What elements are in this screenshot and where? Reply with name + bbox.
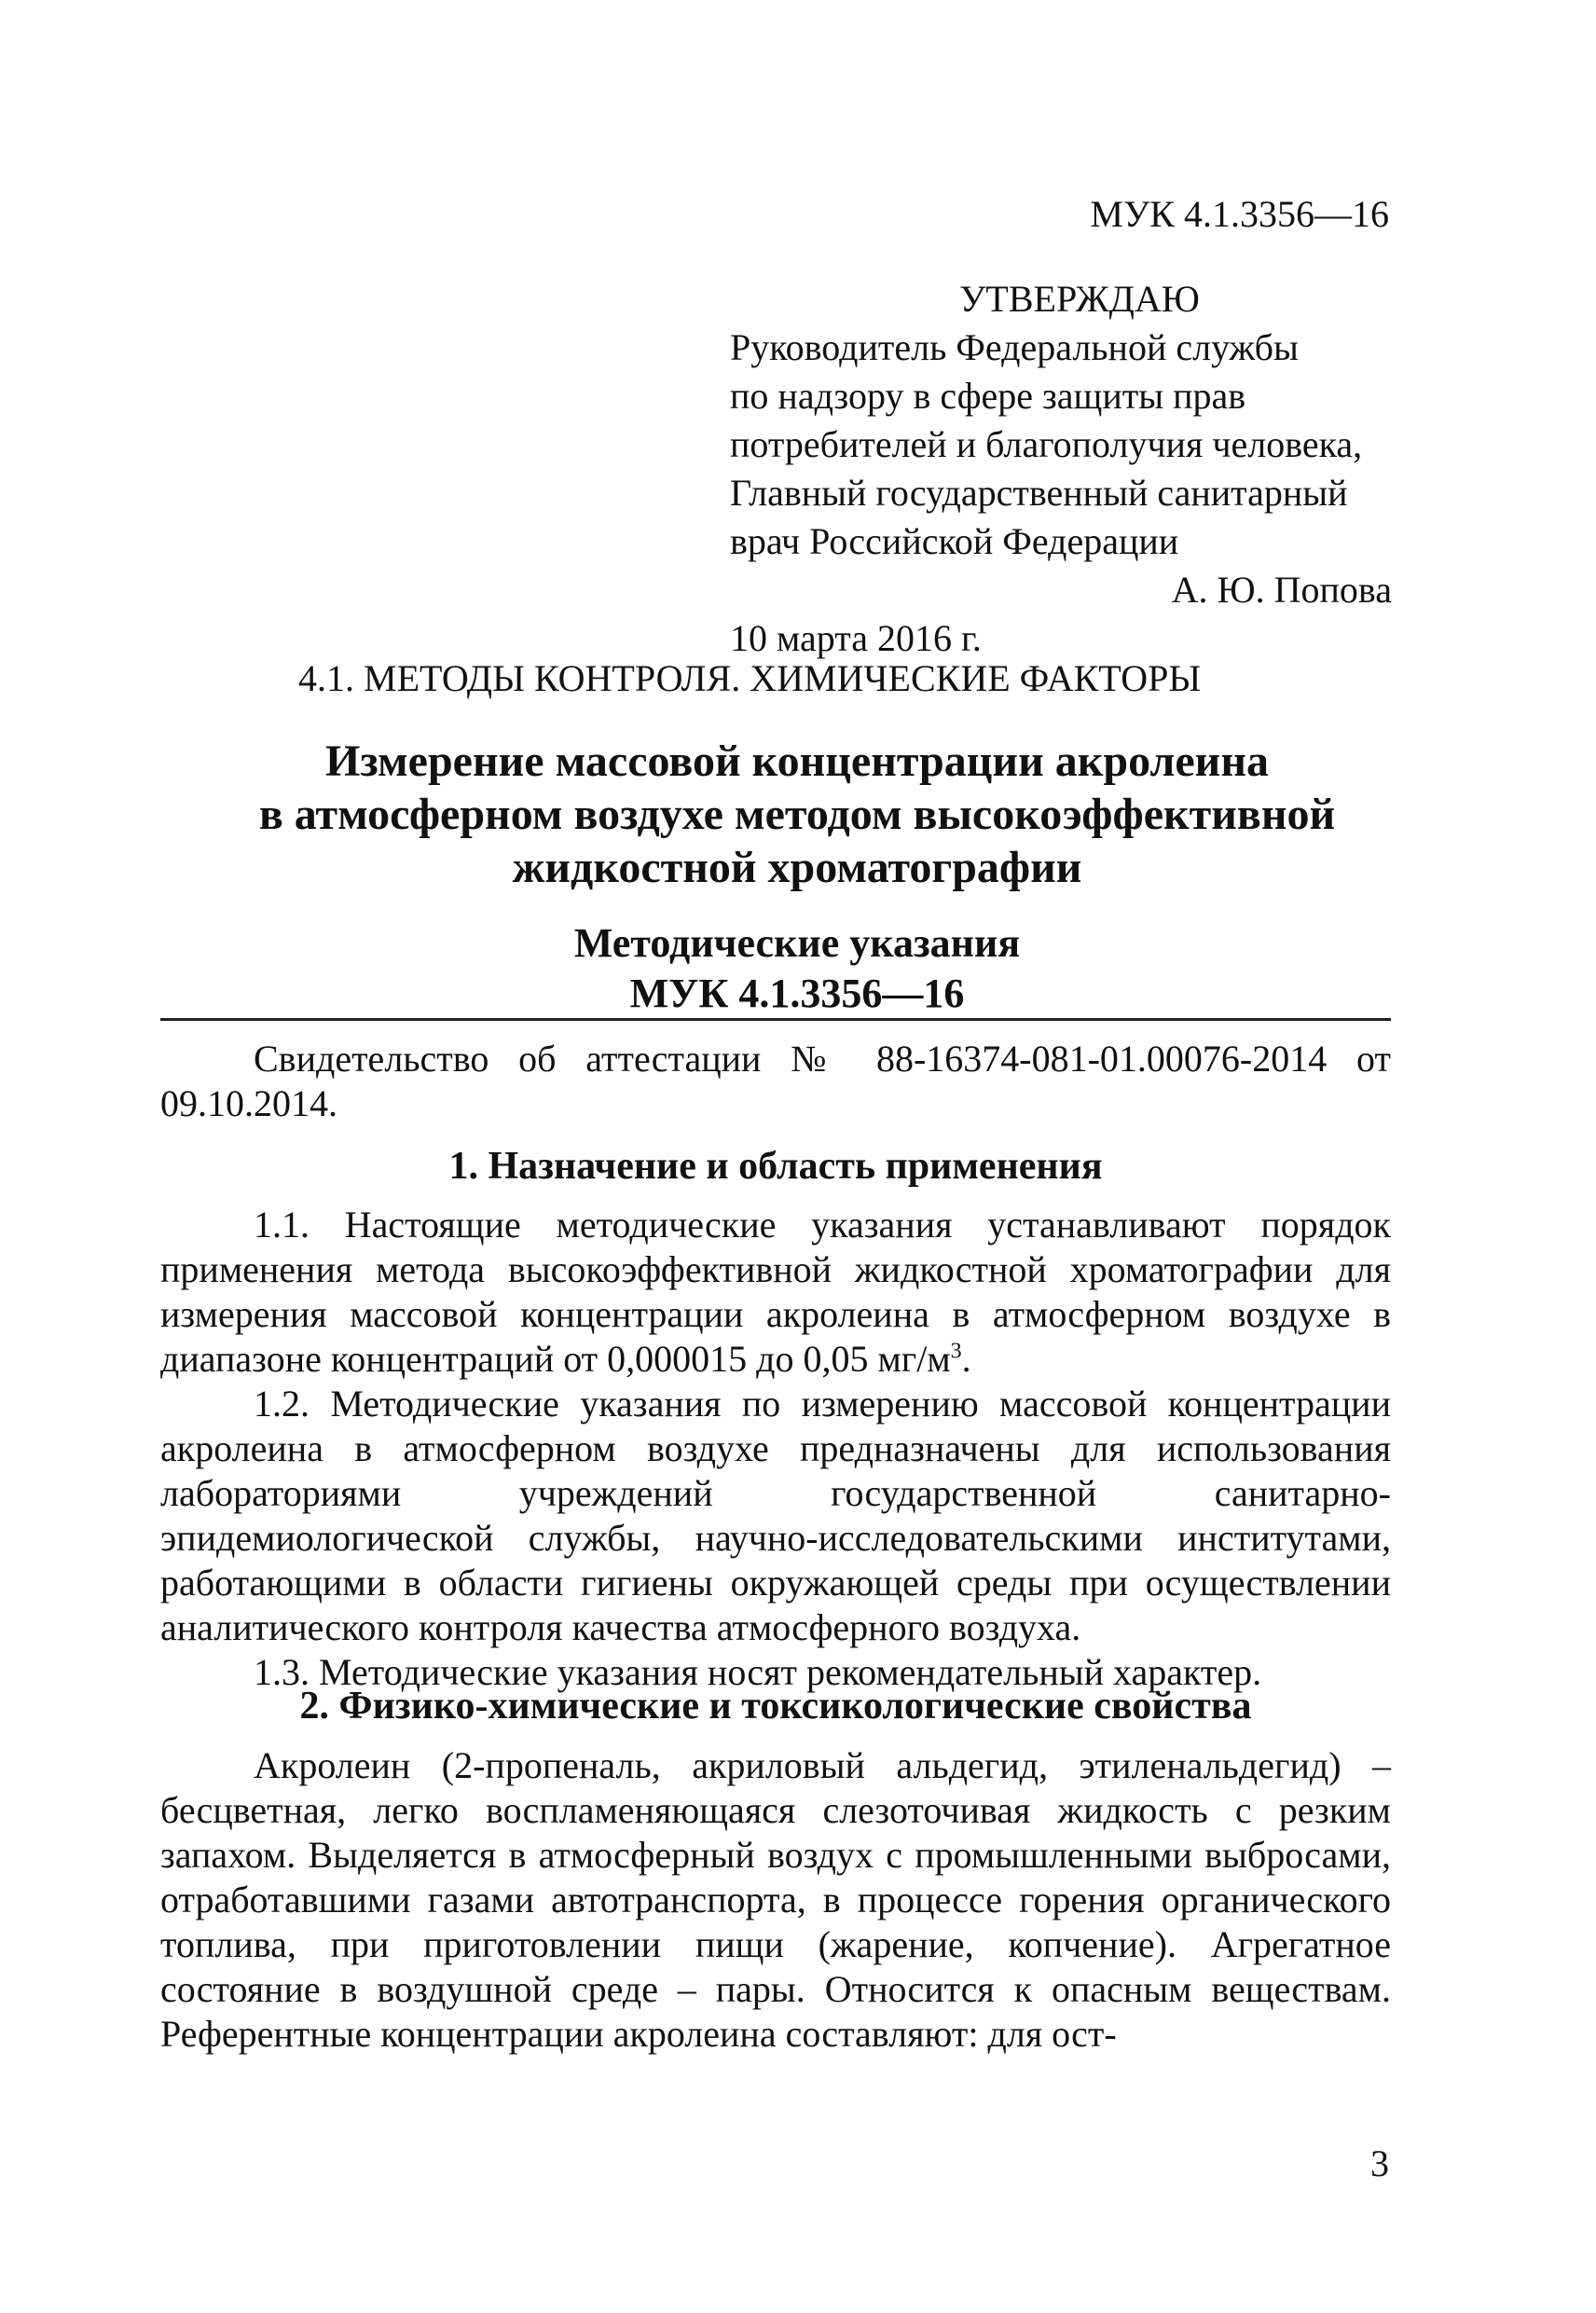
superscript: 3 xyxy=(950,1339,962,1364)
paragraph-1-1-end: . xyxy=(961,1338,971,1380)
approval-line: врач Российской Федерации xyxy=(730,520,1179,562)
certificate-text: Свидетельство об аттестации № 88-16374-081-01.00076-2014 от 09.10.2014. xyxy=(160,1038,1391,1124)
approval-line: Руководитель Федеральной службы xyxy=(730,326,1299,368)
document-kind-code: МУК 4.1.3356—16 xyxy=(629,971,965,1016)
section-code: 4.1. МЕТОДЫ КОНТРОЛЯ. ХИМИЧЕСКИЕ ФАКТОРЫ xyxy=(298,657,1202,699)
paragraph-1-2: 1.2. Методические указания по измерению массовой концентрации акролеина в атмосферном воздухе предназначены для использования лабораториями учреждений государственной санитарно-эпидемиологической службы, научно-исследовательскими институтами, работающими в области гигиены окружающей среды при осуществлении аналитического контроля качества атмосферного воздуха. xyxy=(160,1383,1391,1648)
section-2-heading: 2. Физико-химические и токсикологические свойства xyxy=(299,1685,1252,1728)
approval-line: Главный государственный санитарный xyxy=(730,472,1348,514)
title-line: Измерение массовой концентрации акролеина xyxy=(325,737,1269,786)
title-line: жидкостной хроматографии xyxy=(512,843,1082,892)
page-number: 3 xyxy=(1370,2142,1389,2184)
section-1-heading: 1. Назначение и область применения xyxy=(448,1145,1103,1188)
document-kind-label: Методические указания xyxy=(573,920,1021,966)
paragraph-1-1 xyxy=(160,1203,1391,1382)
section-2-body xyxy=(160,1743,1391,2057)
approval-line: потребителей и благополучия человека, xyxy=(730,423,1363,465)
section-1-body xyxy=(160,1203,1391,1695)
certificate-paragraph xyxy=(160,1037,1391,1126)
approval-block xyxy=(730,275,1392,663)
horizontal-divider xyxy=(160,1018,1391,1021)
document-code-header: МУК 4.1.3356—16 xyxy=(1090,193,1389,235)
approval-signer: А. Ю. Попова xyxy=(1171,569,1392,611)
paragraph-1-3: 1.3. Методические указания носят рекомендательный характер. xyxy=(254,1651,1262,1693)
paragraph-1-1-text: 1.1. Настоящие методические указания устанавливают порядок применения метода высокоэффективной жидкостной хроматографии для измерения массовой концентрации акролеина в атмосферном воздухе в диапазоне концентраций от 0,000015 до 0,05 мг/м xyxy=(160,1204,1391,1380)
document-kind xyxy=(205,918,1389,1019)
paragraph-2-1: Акролеин (2-пропеналь, акриловый альдегид, этиленальдегид) – бесцветная, легко воспламеняющаяся слезоточивая жидкость с резким запахом. Выделяется в атмосферный воздух с промышленными выбросами, отработавшими газами автотранспорта, в процессе горения органического топлива, при приготовлении пищи (жарение, копчение). Агрегатное состояние в воздушной среде – пары. Относится к опасным веществам. Референтные концентрации акролеина составляют: для ост- xyxy=(160,1744,1391,2055)
approval-date: 10 марта 2016 г. xyxy=(730,617,982,659)
title-line: в атмосферном воздухе методом высокоэффективной xyxy=(258,790,1336,839)
document-title xyxy=(205,735,1389,894)
approval-heading: УТВЕРЖДАЮ xyxy=(959,278,1200,320)
approval-line: по надзору в сфере защиты прав xyxy=(730,375,1246,417)
